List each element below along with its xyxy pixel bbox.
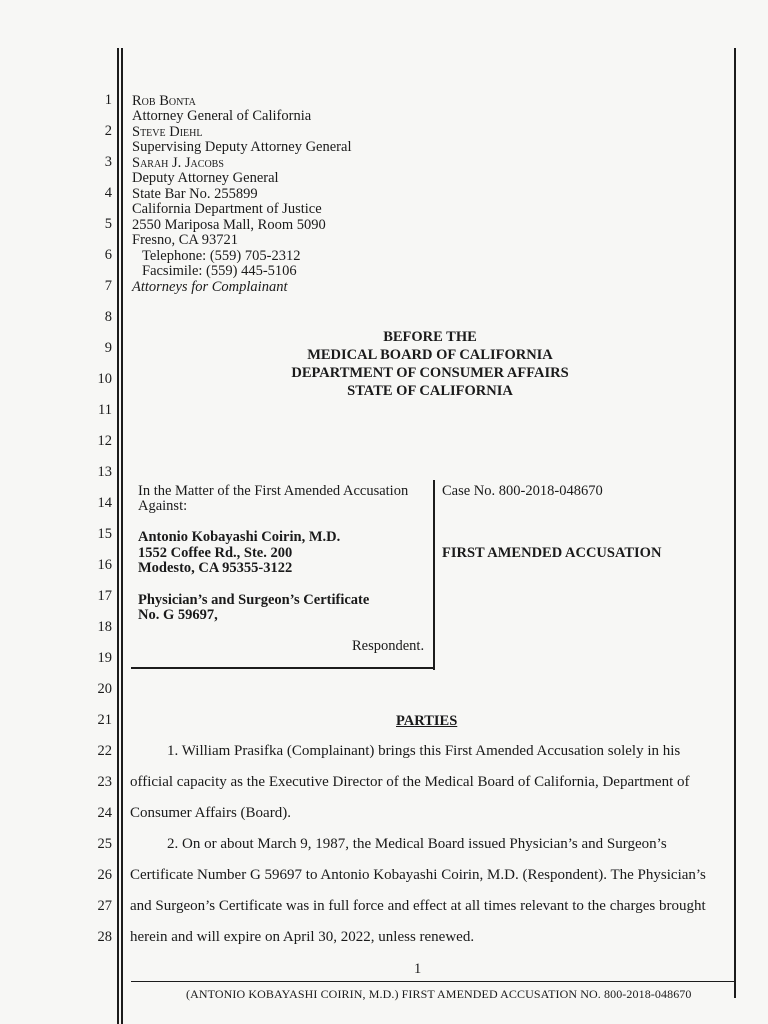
- matter-intro-cont: Against:: [138, 498, 188, 514]
- respondent-address-1: 1552 Coffee Rd., Ste. 200: [138, 545, 293, 561]
- footer-caption: (ANTONIO KOBAYASHI COIRIN, M.D.) FIRST AMENDED ACCUSATION NO. 800-2018-048670: [186, 987, 692, 1001]
- office-city: Fresno, CA 93721: [132, 232, 238, 248]
- caption-bottom-rule: [131, 667, 434, 669]
- line-number: 7: [104, 278, 112, 294]
- left-margin-rule-outer: [117, 48, 119, 1024]
- office-address: 2550 Mariposa Mall, Room 5090: [132, 217, 326, 233]
- line-number: 23: [97, 774, 112, 790]
- page-number: 1: [414, 961, 422, 977]
- caption-divider: [433, 480, 435, 670]
- line-number: 22: [97, 743, 112, 759]
- line-number: 28: [97, 929, 112, 945]
- line-number: 19: [97, 650, 112, 666]
- line-number: 11: [98, 402, 112, 418]
- certificate-line-2: No. G 59697,: [138, 607, 218, 623]
- title-line-2: MEDICAL BOARD OF CALIFORNIA: [307, 347, 553, 363]
- attorney-name: Rob Bonta: [132, 93, 196, 109]
- telephone: Telephone: (559) 705-2312: [142, 248, 301, 264]
- line-number: 20: [97, 681, 112, 697]
- title-line-1: BEFORE THE: [383, 329, 477, 345]
- line-number: 15: [97, 526, 112, 542]
- line-number: 6: [104, 247, 112, 263]
- document-type: FIRST AMENDED ACCUSATION: [442, 545, 662, 561]
- line-number: 2: [104, 123, 112, 139]
- line-number: 5: [104, 216, 112, 232]
- attorney-title: Attorney General of California: [132, 108, 312, 124]
- right-margin-rule: [734, 48, 736, 998]
- respondent-label: Respondent.: [352, 638, 425, 654]
- certificate-line-1: Physician’s and Surgeon’s Certificate: [138, 592, 370, 608]
- respondent-address-2: Modesto, CA 95355-3122: [138, 560, 293, 576]
- footer-rule: [131, 981, 735, 982]
- body-line: official capacity as the Executive Director of the Medical Board of California, Department of: [130, 774, 690, 790]
- section-heading: PARTIES: [396, 713, 458, 729]
- line-number: 4: [104, 185, 112, 201]
- line-number: 21: [97, 712, 112, 728]
- case-number: Case No. 800-2018-048670: [442, 483, 603, 499]
- line-number: 1: [104, 92, 112, 108]
- line-number: 12: [97, 433, 112, 449]
- body-line: 1. William Prasifka (Complainant) brings this First Amended Accusation solely in his: [167, 743, 681, 759]
- line-number: 26: [97, 867, 112, 883]
- deputy-name: Sarah J. Jacobs: [132, 155, 224, 171]
- state-bar-number: State Bar No. 255899: [132, 186, 258, 202]
- matter-intro: In the Matter of the First Amended Accusation: [138, 483, 409, 499]
- line-number: 14: [97, 495, 112, 511]
- supervisor-name: Steve Diehl: [132, 124, 203, 140]
- line-number: 16: [97, 557, 112, 573]
- body-line: Certificate Number G 59697 to Antonio Kobayashi Coirin, M.D. (Respondent). The Physician’s: [130, 867, 706, 883]
- attorneys-for: Attorneys for Complainant: [132, 279, 288, 295]
- line-number: 18: [97, 619, 112, 635]
- line-number: 9: [104, 340, 112, 356]
- title-line-3: DEPARTMENT OF CONSUMER AFFAIRS: [291, 365, 569, 381]
- body-line: 2. On or about March 9, 1987, the Medical Board issued Physician’s and Surgeon’s: [167, 836, 667, 852]
- left-margin-rule-inner: [121, 48, 123, 1024]
- line-number: 13: [97, 464, 112, 480]
- respondent-name: Antonio Kobayashi Coirin, M.D.: [138, 529, 341, 545]
- facsimile: Facsimile: (559) 445-5106: [142, 263, 297, 279]
- body-line: herein and will expire on April 30, 2022, unless renewed.: [130, 929, 475, 945]
- line-number: 27: [97, 898, 112, 914]
- office-name: California Department of Justice: [132, 201, 322, 217]
- line-number: 25: [97, 836, 112, 852]
- line-number: 3: [104, 154, 112, 170]
- title-line-4: STATE OF CALIFORNIA: [347, 383, 513, 399]
- body-line: and Surgeon’s Certificate was in full force and effect at all times relevant to the charges brought: [130, 898, 706, 914]
- line-number: 24: [97, 805, 112, 821]
- supervisor-title: Supervising Deputy Attorney General: [132, 139, 352, 155]
- body-line: Consumer Affairs (Board).: [130, 805, 291, 821]
- line-number: 17: [97, 588, 112, 604]
- line-number: 8: [104, 309, 112, 325]
- deputy-title: Deputy Attorney General: [132, 170, 279, 186]
- court-title: [120, 328, 740, 400]
- line-number: 10: [97, 371, 112, 387]
